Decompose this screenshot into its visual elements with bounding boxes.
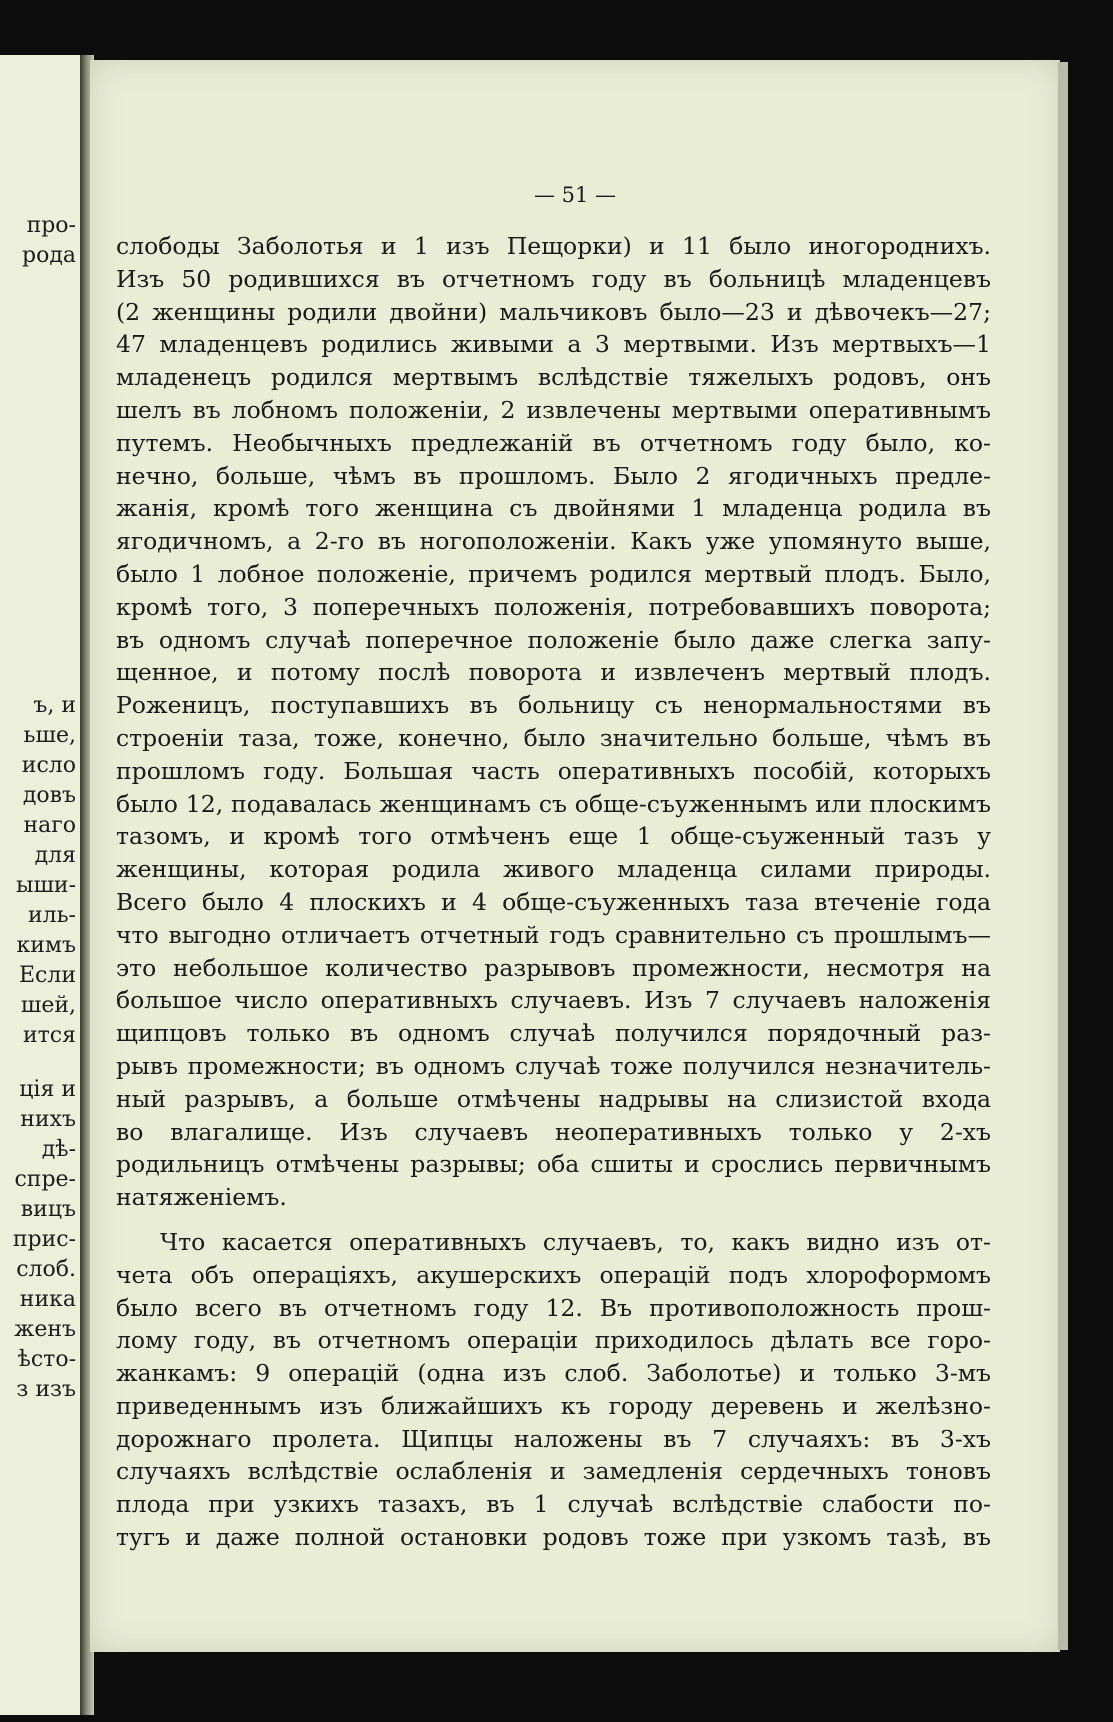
left-page-text-fragment: нихъ — [20, 1107, 76, 1132]
text-line: въ одномъ случаѣ поперечное положеніе было даже слегка запу- — [116, 625, 991, 654]
text-line: было 1 лобное положеніе, причемъ родился мертвый плодъ. Было, — [116, 559, 991, 588]
left-page-text-fragment: ѣсто- — [17, 1347, 76, 1372]
left-page-text-fragment: шей, — [20, 993, 76, 1018]
text-line: ный разрывъ, а больше отмѣчены надрывы на слизистой входа — [116, 1084, 991, 1113]
text-line: большое число оперативныхъ случаевъ. Изъ 7 случаевъ наложенія — [116, 986, 991, 1015]
text-line: родильницъ отмѣчены разрывы; оба сшиты и срослись первичнымъ — [116, 1150, 991, 1179]
left-page-text-fragment: з изъ — [16, 1377, 76, 1402]
page-number: — 51 — — [533, 183, 617, 207]
left-page-text-fragment: ится — [22, 1023, 76, 1048]
text-line: было 12, подавалась женщинамъ съ обще-съуженнымъ или плоскимъ — [116, 789, 991, 818]
left-page-text-fragment: про- — [26, 213, 76, 238]
text-line: кромѣ того, 3 поперечныхъ положенія, потребовавшихъ поворота; — [116, 592, 991, 621]
text-line: нечно, больше, чѣмъ въ прошломъ. Было 2 ягодичныхъ предле- — [116, 461, 991, 490]
left-page-fragment — [0, 55, 84, 1715]
text-line: женщины, которая родила живого младенца силами природы. — [116, 855, 991, 884]
paragraph — [116, 1226, 991, 1554]
text-line: Роженицъ, поступавшихъ въ больницу съ ненормальностями въ — [116, 691, 991, 720]
text-line: слободы Заболотья и 1 изъ Пещорки) и 11 было иногороднихъ. — [116, 232, 991, 260]
text-line: Всего было 4 плоскихъ и 4 обще-съуженныхъ таза втеченіе года — [116, 887, 991, 916]
text-line: рывъ промежности; въ одномъ случаѣ тоже получился незначитель- — [116, 1051, 991, 1080]
left-page-text-fragment: прис- — [12, 1227, 76, 1252]
left-page-text-fragment: исло — [21, 753, 76, 778]
text-line: это небольшое количество разрывовъ промежности, несмотря на — [116, 953, 991, 982]
right-page — [90, 60, 1060, 1652]
left-page-text-fragment: для — [34, 843, 76, 868]
left-page-text-fragment: ыши- — [15, 873, 76, 898]
text-line: жанкамъ: 9 операцій (одна изъ слоб. Заболотье) и только 3-мъ — [116, 1359, 991, 1388]
text-line: ягодичномъ, а 2-го въ ногоположеніи. Какъ уже упомянуто выше, — [116, 527, 991, 556]
text-line: натяженіемъ. — [116, 1183, 287, 1212]
text-line: щипцовъ только въ одномъ случаѣ получился порядочный раз- — [116, 1019, 991, 1048]
text-line: прошломъ году. Большая часть оперативныхъ пособій, которыхъ — [116, 756, 991, 785]
text-line: во влагалище. Изъ случаевъ неоперативныхъ только у 2-хъ — [116, 1117, 991, 1146]
left-page-text-fragment: довъ — [22, 783, 76, 808]
page-text — [116, 230, 991, 1554]
left-page-text-fragment: ъ, и — [33, 693, 76, 718]
text-line: тазомъ, и кромѣ того отмѣченъ еще 1 обще-съуженный тазъ у — [116, 822, 991, 851]
text-line: младенецъ родился мертвымъ вслѣдствіе тяжелыхъ родовъ, онъ — [116, 363, 991, 392]
left-page-text-fragment: ція и — [19, 1077, 76, 1102]
text-line: щенное, и потому послѣ поворота и извлеченъ мертвый плодъ. — [116, 658, 991, 687]
text-line: (2 женщины родили двойни) мальчиковъ было—23 и дѣвочекъ—27; — [116, 297, 991, 326]
text-line: 47 младенцевъ родились живыми а 3 мертвыми. Изъ мертвыхъ—1 — [116, 330, 991, 359]
left-page-text-fragment: дѣ- — [41, 1137, 76, 1162]
left-page-text-fragment: ника — [19, 1287, 76, 1312]
text-line: жанія, кромѣ того женщина съ двойнями 1 младенца родила въ — [116, 494, 991, 523]
text-line: шелъ въ лобномъ положеніи, 2 извлечены мертвыми оперативнымъ — [116, 395, 991, 424]
left-page-text-fragment: наго — [23, 813, 76, 838]
text-line: случаяхъ вслѣдствіе ослабленія и замедленія сердечныхъ тоновъ — [116, 1457, 991, 1486]
text-line: тугъ и даже полной остановки родовъ тоже при узкомъ тазѣ, въ — [116, 1523, 991, 1552]
text-line: лому году, въ отчетномъ операціи приходилось дѣлать все горо- — [116, 1326, 991, 1355]
left-page-text-fragment: кимъ — [16, 933, 76, 958]
text-line: путемъ. Необычныхъ предлежаній въ отчетномъ году было, ко- — [116, 428, 991, 457]
left-page-text-fragment: ьше, — [23, 723, 76, 748]
left-page-text-fragment: вицъ — [20, 1197, 76, 1222]
left-page-text-fragment: женъ — [14, 1317, 76, 1342]
page-edge — [1058, 62, 1068, 1650]
text-line: что выгодно отличаетъ отчетный годъ сравнительно съ прошлымъ— — [116, 920, 991, 949]
text-line: было всего въ отчетномъ году 12. Въ противоположность прош- — [116, 1293, 991, 1322]
text-line: строеніи таза, тоже, конечно, было значительно больше, чѣмъ въ — [116, 723, 991, 752]
text-line: плода при узкихъ тазахъ, въ 1 случаѣ вслѣдствіе слабости по- — [116, 1490, 991, 1519]
left-page-text-fragment: спре- — [14, 1167, 76, 1192]
left-page-text-fragment: слоб. — [16, 1257, 76, 1282]
text-line: Что касается оперативныхъ случаевъ, то, какъ видно изъ от- — [160, 1227, 991, 1256]
left-page-text-fragment: Если — [18, 963, 76, 988]
left-page-text-fragment: рода — [22, 243, 76, 268]
text-line: приведеннымъ изъ ближайшихъ къ городу деревень и желѣзно- — [116, 1391, 991, 1420]
text-line: дорожнаго пролета. Щипцы наложены въ 7 случаяхъ: въ 3-хъ — [116, 1424, 991, 1453]
left-page-text-fragment: иль- — [27, 903, 76, 928]
text-line: Изъ 50 родившихся въ отчетномъ году въ больницѣ младенцевъ — [116, 264, 991, 293]
text-line: чета объ операціяхъ, акушерскихъ операцій подъ хлороформомъ — [116, 1260, 991, 1289]
paragraph — [116, 230, 991, 1214]
